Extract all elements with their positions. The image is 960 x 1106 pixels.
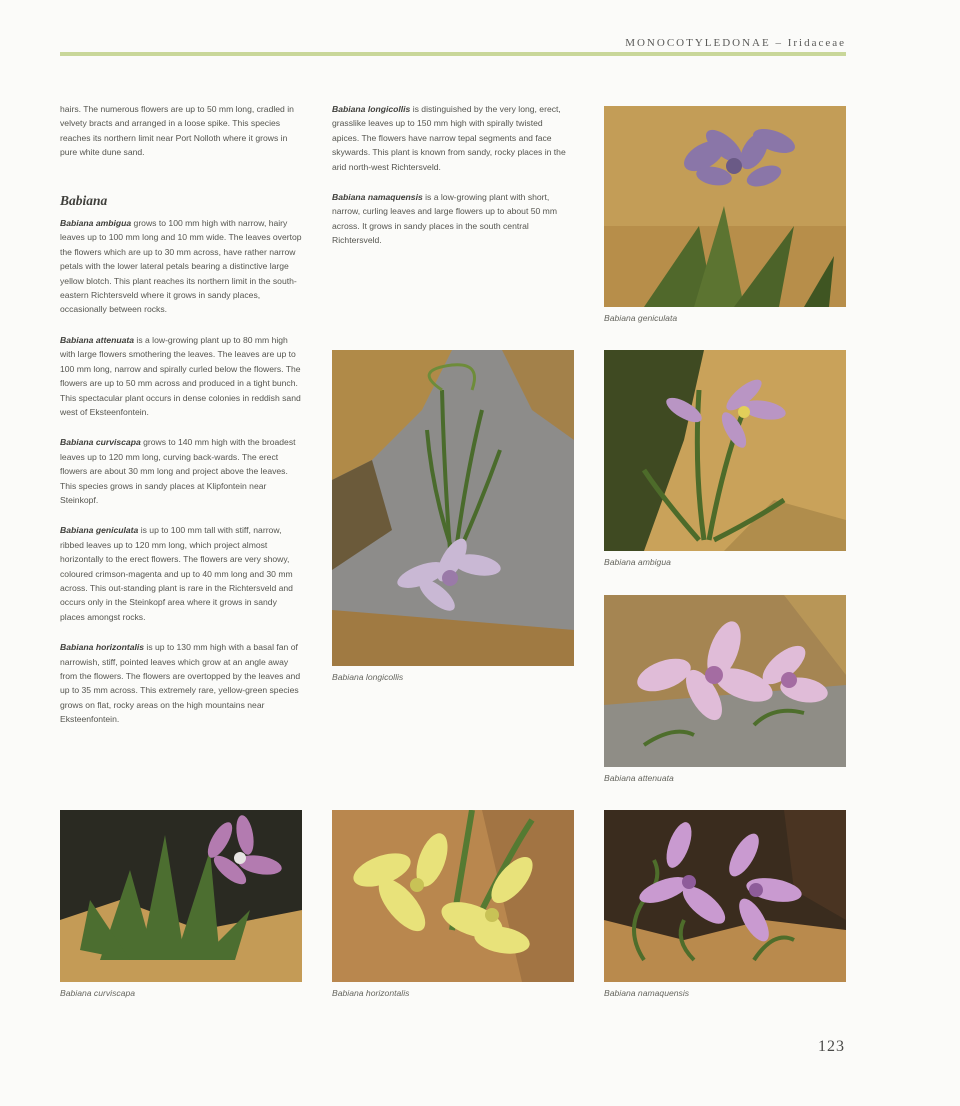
header-rule [60,52,846,56]
species-description: grows to 100 mm high with narrow, hairy leaves up to 100 mm long and 10 mm wide. The leaves overtop the flowers which are up to 30 mm across, have rather narrow petals with the lower lateral petals bearing a distinctive large yellow blotch. This plant reaches its northern limit in the south-eastern Richtersveld where it grows in sandy places, occasionally between rocks. [60,218,302,315]
species-name: Babiana attenuata [60,334,135,345]
caption-babiana-geniculata: Babiana geniculata [604,313,678,323]
species-name: Babiana curviscapa [60,437,141,448]
species-name: Babiana horizontalis [60,642,145,653]
photo-babiana-longicollis [332,350,574,666]
photo-babiana-geniculata [604,106,846,307]
species-name: Babiana longicollis [332,104,411,114]
section-heading: Babiana [60,192,108,208]
species-paragraph-horizontalis [60,640,302,726]
caption-babiana-longicollis: Babiana longicollis [332,672,404,682]
photo-babiana-curviscapa [60,810,302,982]
species-description: is up to 100 mm tall with stiff, narrow, ribbed leaves up to 120 mm long, which project almost horizontally to the erect flowers. The flowers are very showy, coloured crimson-magenta and up to 40 mm long and 30 mm across. This out-standing plant is rare in the Richtersveld and occurs only in the Steinkopf area where it grows in sandy places amongst rocks. [60,525,293,622]
species-paragraph-geniculata [60,523,302,624]
species-paragraph-curviscapa [60,435,302,507]
species-description: is a low-growing plant up to 80 mm high with large flowers smothering the leaves. The leaves are up to 100 mm long, narrow and spirally curled below the flowers. The flowers are up to 50 mm across and produced in a tight bunch. This spectacular plant occurs in dense colonies in reddish sand west of Eksteenfontein. [60,334,301,417]
photo-babiana-attenuata [604,595,846,767]
page-number: 123 [818,1038,845,1055]
intro-paragraph: hairs. The numerous flowers are up to 50 mm long, cradled in velvety bracts and arranged in a loose spike. This species reaches its northern limit near Port Nolloth where it grows in pure white dune sand. [60,104,294,158]
species-paragraph-namaquensis [332,190,572,248]
running-header: MONOCOTYLEDONAE – Iridaceae [625,37,846,49]
species-paragraph-attenuata [60,333,302,419]
caption-babiana-curviscapa: Babiana curviscapa [60,988,136,998]
photo-babiana-namaquensis [604,810,846,982]
species-description: is a low-growing plant with short, narrow, curling leaves and large flowers up to about 50 mm across. It grows in sandy places in the south central Richtersveld. [332,192,557,246]
species-name: Babiana namaquensis [332,192,423,203]
middle-text-column [332,102,572,264]
photo-babiana-horizontalis [332,810,574,982]
species-description: is distinguished by the very long, erect, grasslike leaves up to 150 mm high with spirally twisted apices. The flowers have narrow tepal segments and face skywards. This plant is known from sandy, rocky places in the arid north-west Richtersveld. [332,104,566,172]
species-paragraph-ambigua [60,216,302,317]
caption-babiana-attenuata: Babiana attenuata [604,773,674,783]
species-description: grows to 140 mm high with the broadest leaves up to 120 mm long, curving back-wards. The erect flowers are about 30 mm long and project above the leaves. This species grows in sandy places at Klipfontein near Steinkopf. [60,437,296,505]
left-text-column [60,102,302,743]
species-name: Babiana geniculata [60,525,139,536]
caption-babiana-ambigua: Babiana ambigua [604,557,671,567]
photo-babiana-ambigua [604,350,846,551]
caption-babiana-horizontalis: Babiana horizontalis [332,988,410,998]
species-description: is up to 130 mm high with a basal fan of narrowish, stiff, pointed leaves which grow at an angle away from the flowers. The flowers are overtopped by the leaves and up to 35 mm across. This extremely rare, yellow-green species grows on flat, rocky areas on the high mountains near Eksteenfontein. [60,642,301,725]
caption-babiana-namaquensis: Babiana namaquensis [604,988,690,998]
species-paragraph-longicollis [332,102,572,174]
species-name: Babiana ambigua [60,218,132,229]
